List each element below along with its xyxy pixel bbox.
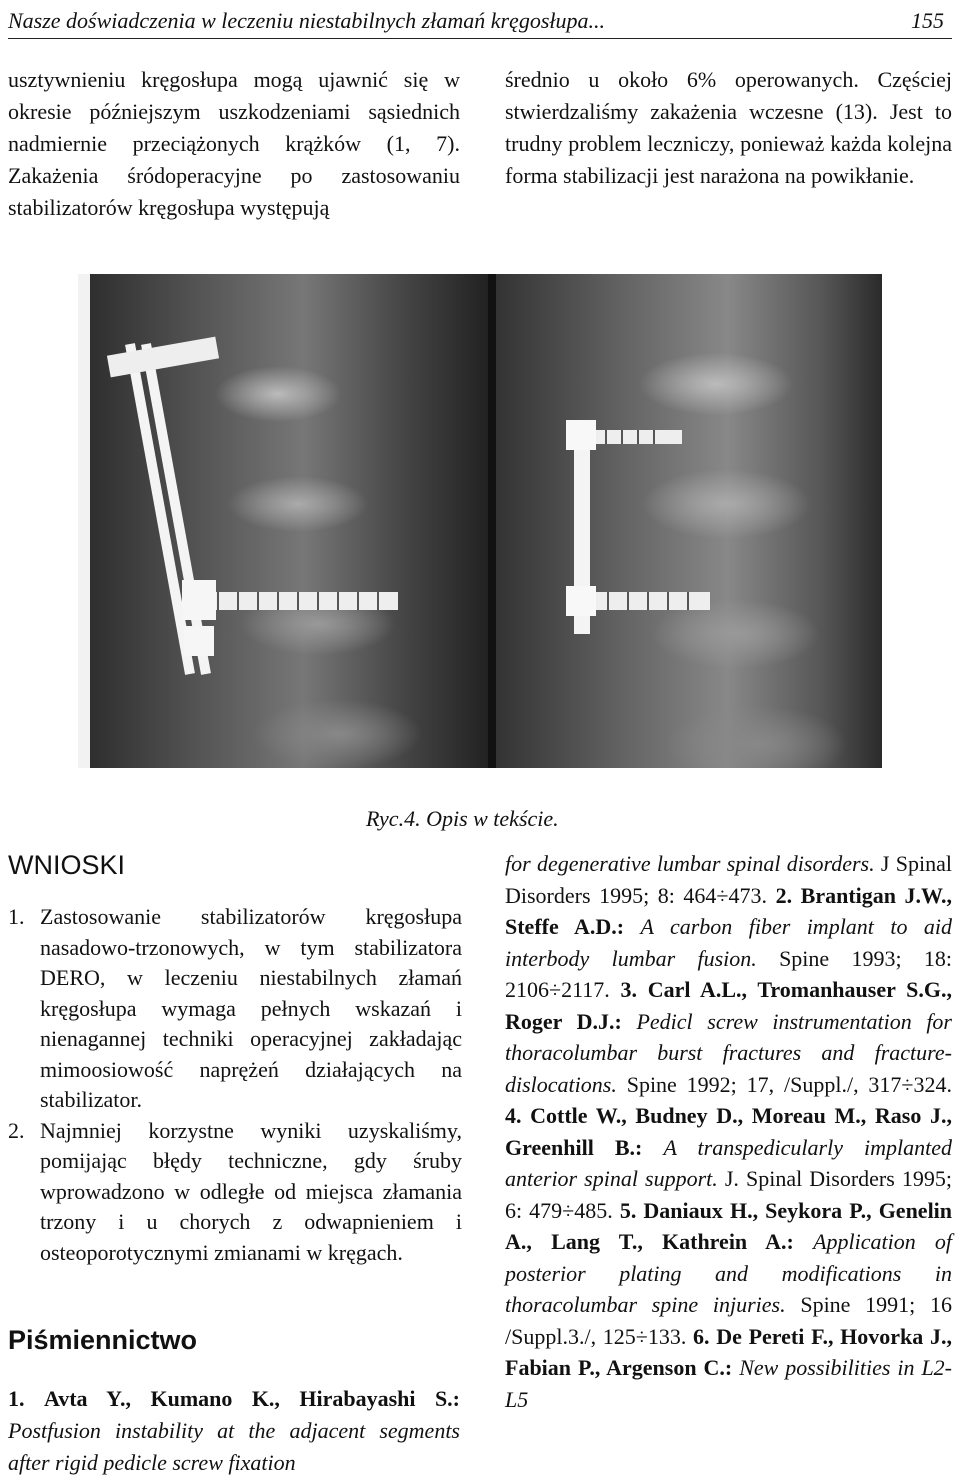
reference-authors: Daniaux H., Seykora P., Genelin A., Lang T., Kathrein A.: (505, 1197, 953, 1254)
reference-title: for degenerative lumbar spinal disorders. (505, 851, 875, 876)
xray-image-left (78, 274, 488, 768)
xray-figure (78, 274, 882, 768)
conclusion-text: Zastosowanie stabilizatorów kręgosłupa nasadowo-trzonowych, w tym stabilizatora DERO, w leczeniu niestabilnych złamań kręgosłupa wymaga pełnych wskazań i nienagannej techniki operacyjnej zakładając mimoosiowość naprężeń działających na stabilizator. (40, 904, 462, 1112)
conclusion-item (8, 1116, 462, 1269)
reference-number: 2. (775, 882, 793, 908)
reference-source: Spine 1993; 18: 2106÷2117. (505, 945, 952, 1002)
running-head (8, 4, 952, 39)
reference-title: Postfusion instability at the adjacent segments after rigid pedicle screw fixation (8, 1418, 460, 1475)
reference-source: J Spinal Disorders 1995; 8: 464÷473. (505, 851, 953, 908)
bibliography-left-column (8, 1383, 460, 1479)
reference-title: A carbon fiber implant to aid interbody lumbar fusion. (505, 914, 952, 971)
reference-title: Pedicl screw instrumentation for thoracolumbar burst fractures and fracture-dislocations. (505, 1008, 952, 1097)
figure-caption: Ryc.4. Opis w tekście. (366, 806, 559, 831)
conclusions-heading: WNIOSKI (8, 850, 126, 880)
reference-number: 1. (8, 1386, 25, 1411)
reference-authors: Carl A.L., Tromanhauser S.G., Roger D.J.: (505, 977, 953, 1034)
top-right-column (505, 64, 952, 192)
reference-number: 5. (619, 1197, 637, 1223)
xray-left-implant (78, 274, 488, 768)
reference-authors: Brantigan J.W., Steffe A.D.: (505, 882, 953, 939)
running-head-title: Nasze doświadczenia w leczeniu niestabilnych złamań kręgosłupa... (8, 8, 605, 33)
top-left-column (8, 64, 460, 224)
reference-number: 4. (505, 1103, 522, 1128)
xray-right-implant (496, 274, 882, 768)
reference-number: 3. (620, 977, 637, 1002)
reference-title: Application of posterior plating and modifications in thoracolumbar spine injuries. (505, 1229, 953, 1317)
reference-number: 6. (693, 1323, 710, 1349)
reference-source: Spine 1992; 17, /Suppl./, 317÷324. (626, 1071, 952, 1097)
bibliography-right-column (505, 848, 952, 1415)
conclusion-item (8, 902, 462, 1116)
reference-item (8, 1383, 460, 1479)
reference-item (505, 848, 952, 1415)
top-left-paragraph: usztywnieniu kręgosłupa mogą ujawnić się w okresie późniejszym uszkodzeniami sąsiednich nadmiernie przeciążonych krążków (1, 7). Zakażenia śródoperacyjne po zastosowaniu stabilizatorów kręgosłupa występują (8, 67, 460, 220)
reference-authors: De Pereti F., Hovorka J., Fabian P., Argenson C.: (505, 1323, 952, 1380)
reference-title: A transpedicularly implanted anterior spinal support. (505, 1134, 952, 1191)
top-right-paragraph: średnio u około 6% operowanych. Częściej stwierdzaliśmy zakażenia wczesne (13). Jest to trudny problem leczniczy, ponieważ każda kolejna forma stabilizacji jest narażona na powikłanie. (505, 67, 952, 188)
bibliography-heading: Piśmiennictwo (8, 1325, 198, 1355)
conclusion-number: 2. (8, 1117, 25, 1143)
conclusion-text: Najmniej korzystne wyniki uzyskaliśmy, pomijając błędy techniczne, gdy śruby wprowadzono w odległe od miejsca złamania trzony i u chorych z odwapnieniem i osteoporotycznymi zmianami w kręgach. (40, 1117, 462, 1265)
xray-image-right (496, 274, 882, 768)
reference-authors: Cottle W., Budney D., Moreau M., Raso J., Greenhill B.: (505, 1103, 952, 1160)
conclusion-number: 1. (8, 904, 25, 929)
reference-authors: Avta Y., Kumano K., Hirabayashi S.: (43, 1386, 461, 1411)
reference-title: New possibilities in L2-L5 (505, 1355, 953, 1412)
reference-source: J. Spinal Disorders 1995; 6: 479÷485. (505, 1166, 953, 1223)
page-number: 155 (911, 8, 944, 33)
conclusions-list (8, 902, 462, 1268)
reference-source: Spine 1991; 16 /Suppl.3./, 125÷133. (505, 1292, 952, 1349)
